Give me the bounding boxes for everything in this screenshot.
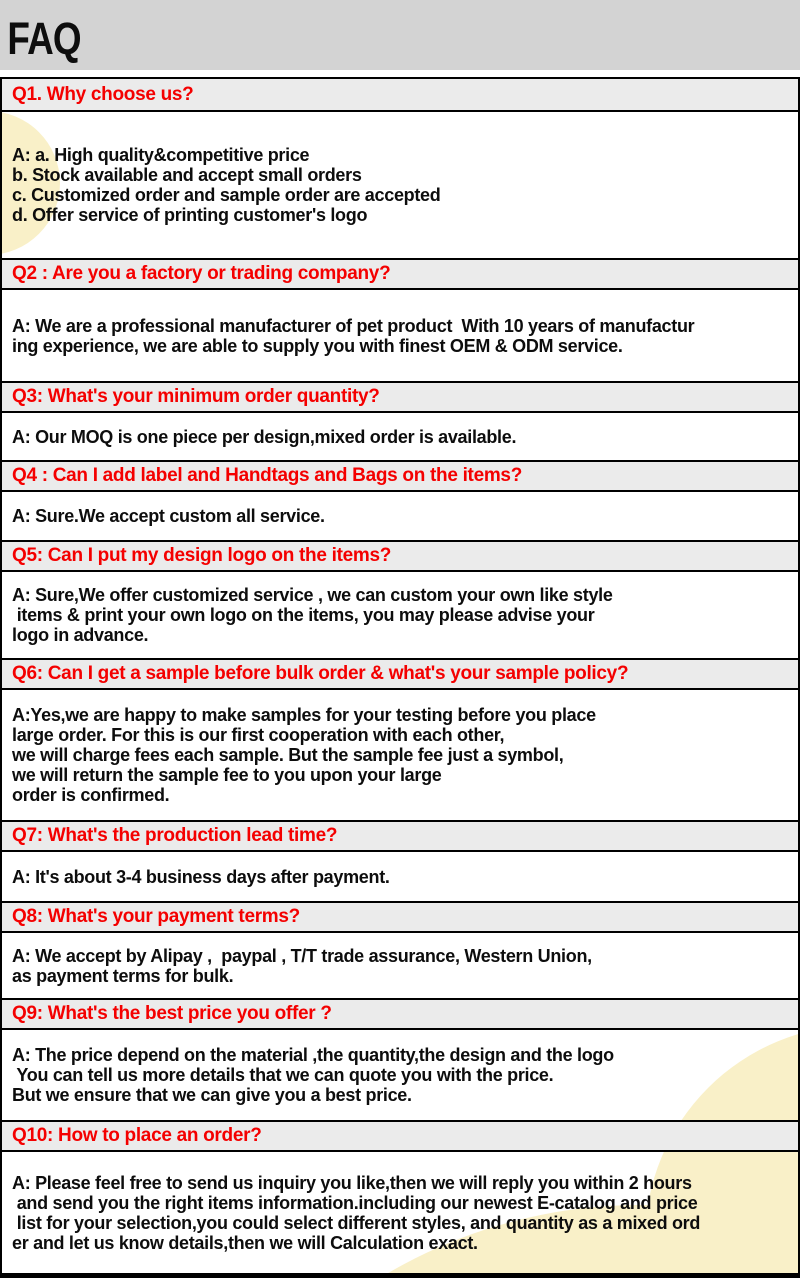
question-label: Q1. Why choose us? — [12, 83, 194, 105]
question-label: Q8: What's your payment terms? — [12, 906, 300, 927]
answer-line: A: Please feel free to send us inquiry you like,then we will reply you within 2 hours — [12, 1172, 692, 1193]
question-label: Q9: What's the best price you offer ? — [12, 1003, 332, 1024]
question-bar-q2 — [2, 258, 798, 290]
question-label: Q5: Can I put my design logo on the items? — [12, 545, 392, 566]
answer-area-q9 — [2, 1030, 798, 1120]
answer-line: ing experience, we are able to supply you with finest OEM & ODM service. — [12, 335, 623, 356]
answer-line: A: We accept by Alipay , paypal , T/T trade assurance, Western Union, — [12, 945, 592, 966]
question-bar-q6 — [2, 658, 798, 690]
answer-line: er and let us know details,then we will Calculation exact. — [12, 1232, 478, 1253]
answer-line: A: a. High quality&competitive price — [12, 145, 310, 165]
question-bar-q10 — [2, 1120, 798, 1152]
answer-line: as payment terms for bulk. — [12, 965, 234, 986]
answer-line: b. Stock available and accept small orders — [12, 165, 362, 185]
answer-area-q6 — [2, 690, 798, 820]
faq-list — [0, 77, 800, 1278]
answer-line: You can tell us more details that we can quote you with the price. — [12, 1065, 554, 1085]
question-bar-q1 — [2, 77, 798, 112]
answer-line: A: We are a professional manufacturer of pet product With 10 years of manufactur — [12, 315, 695, 336]
answer-area-q7 — [2, 852, 798, 901]
page-title: FAQ — [7, 12, 81, 64]
answer-line: A: Sure,We offer customized service , we can custom your own like style — [12, 585, 613, 605]
answer-area-q5 — [2, 572, 798, 658]
question-label: Q6: Can I get a sample before bulk order & what's your sample policy? — [12, 663, 629, 684]
answer-line: A:Yes,we are happy to make samples for your testing before you place — [12, 705, 596, 725]
question-label: Q7: What's the production lead time? — [12, 825, 338, 846]
question-bar-q4 — [2, 460, 798, 492]
answer-line: order is confirmed. — [12, 785, 170, 805]
question-label: Q4 : Can I add label and Handtags and Bags on the items? — [12, 465, 523, 486]
answer-line: A: The price depend on the material ,the quantity,the design and the logo — [12, 1045, 614, 1065]
page-header — [0, 0, 800, 70]
question-bar-q3 — [2, 381, 798, 413]
answer-line: c. Customized order and sample order are accepted — [12, 185, 441, 205]
answer-line: logo in advance. — [12, 625, 149, 645]
answer-line: large order. For this is our first cooperation with each other, — [12, 725, 505, 745]
answer-line: A: Our MOQ is one piece per design,mixed order is available. — [12, 426, 517, 447]
question-label: Q2 : Are you a factory or trading company? — [12, 263, 391, 284]
answer-area-q2 — [2, 290, 798, 381]
answer-area-q10 — [2, 1152, 798, 1273]
header-gap — [0, 70, 800, 77]
answer-line: items & print your own logo on the items, you may please advise your — [12, 605, 595, 625]
question-bar-q7 — [2, 820, 798, 852]
question-label: Q3: What's your minimum order quantity? — [12, 386, 380, 407]
answer-area-q1 — [2, 112, 798, 258]
answer-line: But we ensure that we can give you a best price. — [12, 1085, 412, 1105]
answer-area-q4 — [2, 492, 798, 540]
answer-line: list for your selection,you could select different styles, and quantity as a mixed ord — [12, 1212, 701, 1233]
answer-area-q8 — [2, 933, 798, 998]
answer-line: A: Sure.We accept custom all service. — [12, 506, 325, 526]
answer-line: and send you the right items information.including our newest E-catalog and price — [12, 1192, 698, 1213]
answer-line: d. Offer service of printing customer's logo — [12, 205, 368, 225]
question-bar-q9 — [2, 998, 798, 1030]
question-bar-q5 — [2, 540, 798, 572]
answer-line: we will return the sample fee to you upon your large — [12, 765, 442, 785]
answer-line: we will charge fees each sample. But the sample fee just a symbol, — [12, 745, 564, 765]
question-label: Q10: How to place an order? — [12, 1125, 262, 1146]
answer-area-q3 — [2, 413, 798, 460]
question-bar-q8 — [2, 901, 798, 933]
answer-line: A: It's about 3-4 business days after payment. — [12, 866, 390, 887]
